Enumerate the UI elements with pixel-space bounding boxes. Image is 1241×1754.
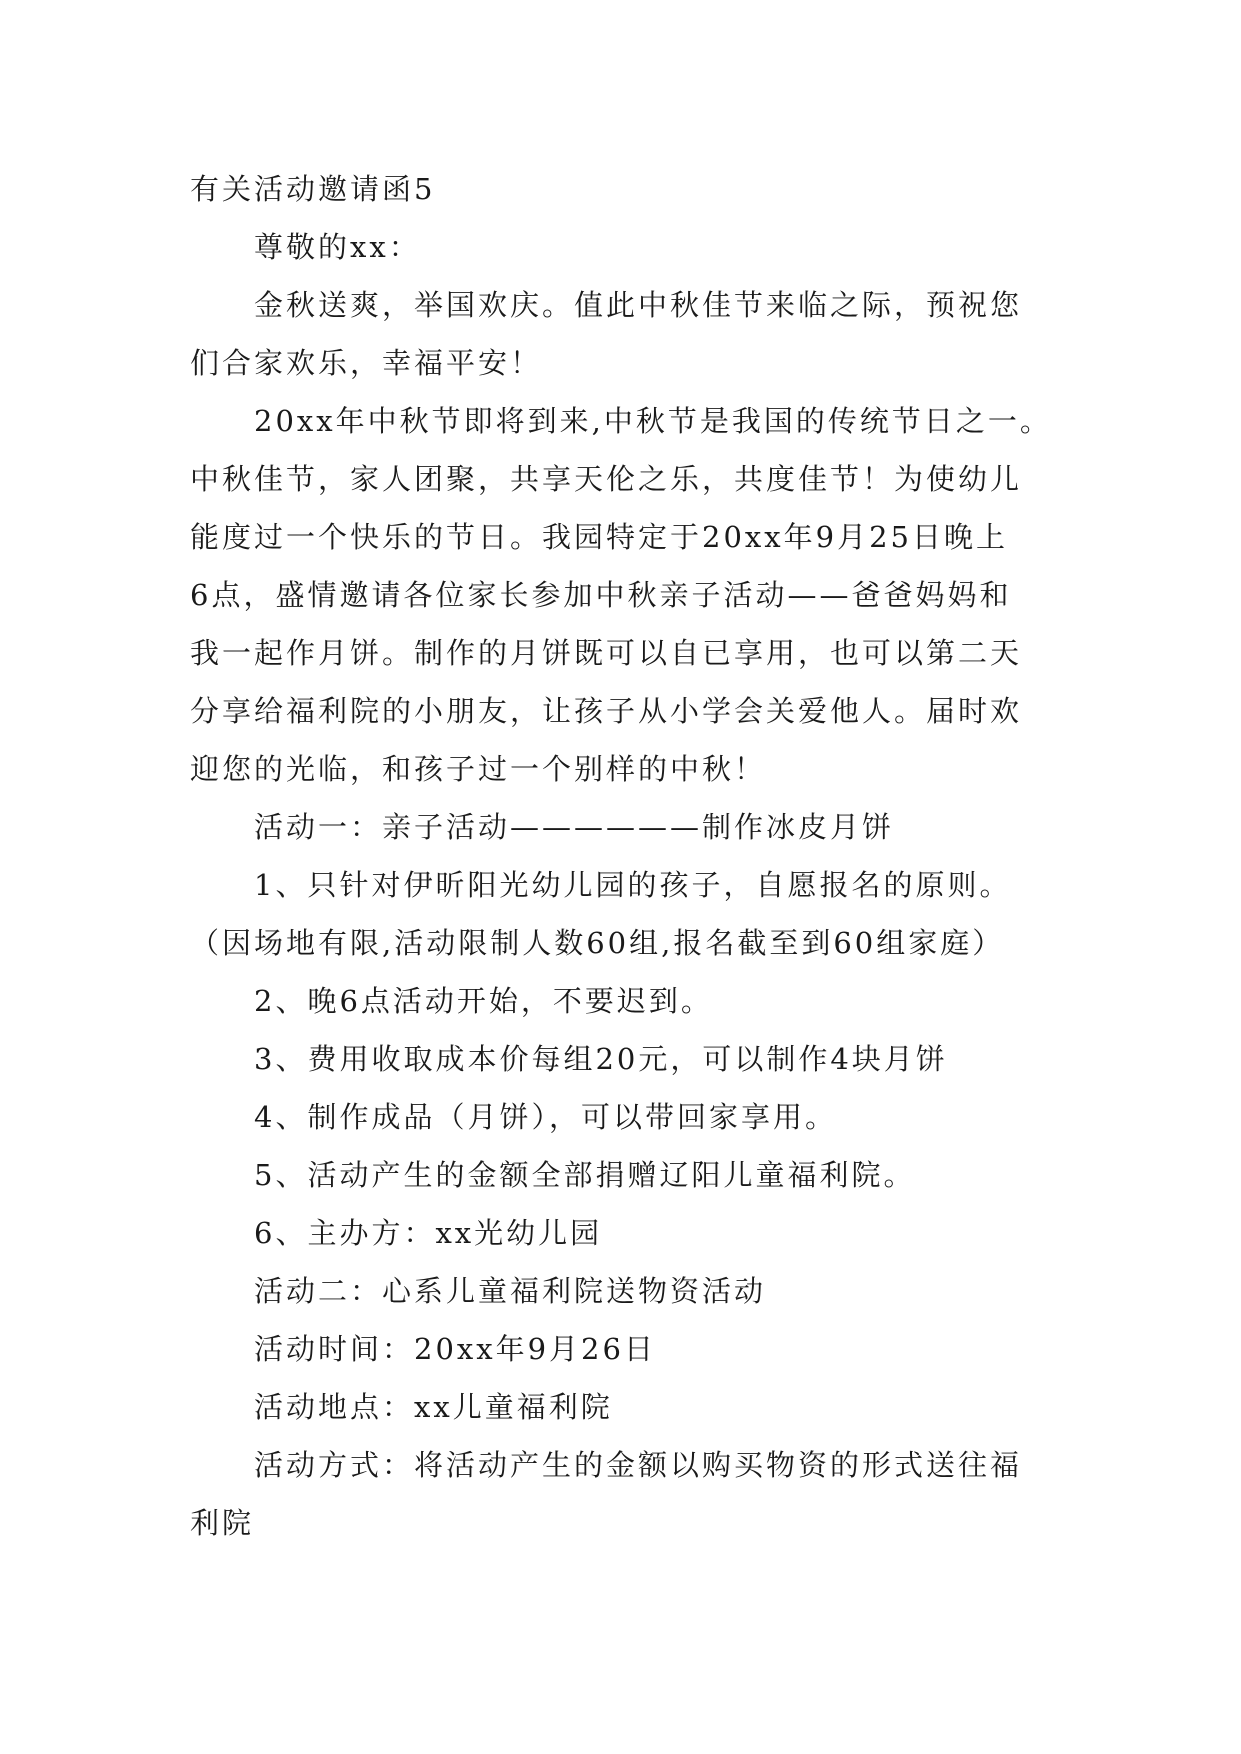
paragraph-line: 活动方式：将活动产生的金额以购买物资的形式送往福 [254,1448,1023,1482]
paragraph-line: 6点，盛情邀请各位家长参加中秋亲子活动——爸爸妈妈和 [190,578,1012,612]
paragraph-line: 4、制作成品（月饼），可以带回家享用。 [254,1100,837,1134]
paragraph-line: 我一起作月饼。制作的月饼既可以自已享用，也可以第二天 [190,636,1023,670]
paragraph-line: 迎您的光临，和孩子过一个别样的中秋！ [190,752,767,786]
paragraph-line: 金秋送爽，举国欢庆。值此中秋佳节来临之际，预祝您 [254,288,1023,322]
paragraph-line: 1、只针对伊昕阳光幼儿园的孩子，自愿报名的原则。 [254,868,1012,902]
paragraph-line: 利院 [190,1506,255,1540]
paragraph-line: 2、晚6点活动开始，不要迟到。 [254,984,713,1018]
document-body [190,160,1050,1552]
paragraph-line: 分享给福利院的小朋友，让孩子从小学会关爱他人。届时欢 [190,694,1023,728]
paragraph-line: 中秋佳节，家人团聚，共享天伦之乐，共度佳节！为使幼儿 [190,462,1023,496]
paragraph-line: 活动时间：20xx年9月26日 [254,1332,656,1366]
document-title: 有关活动邀请函5 [190,172,436,206]
paragraph-line: 20xx年中秋节即将到来,中秋节是我国的传统节日之一。 [254,404,1052,438]
paragraph-line: 们合家欢乐，幸福平安！ [190,346,543,380]
paragraph-line: 尊敬的xx： [254,230,421,264]
paragraph-line: 活动二：心系儿童福利院送物资活动 [254,1274,767,1308]
paragraph-line: 活动地点：xx儿童福利院 [254,1390,613,1424]
paragraph-line: （因场地有限,活动限制人数60组,报名截至到60组家庭） [190,926,1005,960]
paragraph-line: 5、活动产生的金额全部捐赠辽阳儿童福利院。 [254,1158,916,1192]
paragraph-line: 6、主办方：xx光幼儿园 [254,1216,603,1250]
paragraph-line: 活动一：亲子活动——————制作冰皮月饼 [254,810,895,844]
paragraph-line: 能度过一个快乐的节日。我园特定于20xx年9月25日晚上 [190,520,1008,554]
paragraph-line: 3、费用收取成本价每组20元，可以制作4块月饼 [254,1042,948,1076]
